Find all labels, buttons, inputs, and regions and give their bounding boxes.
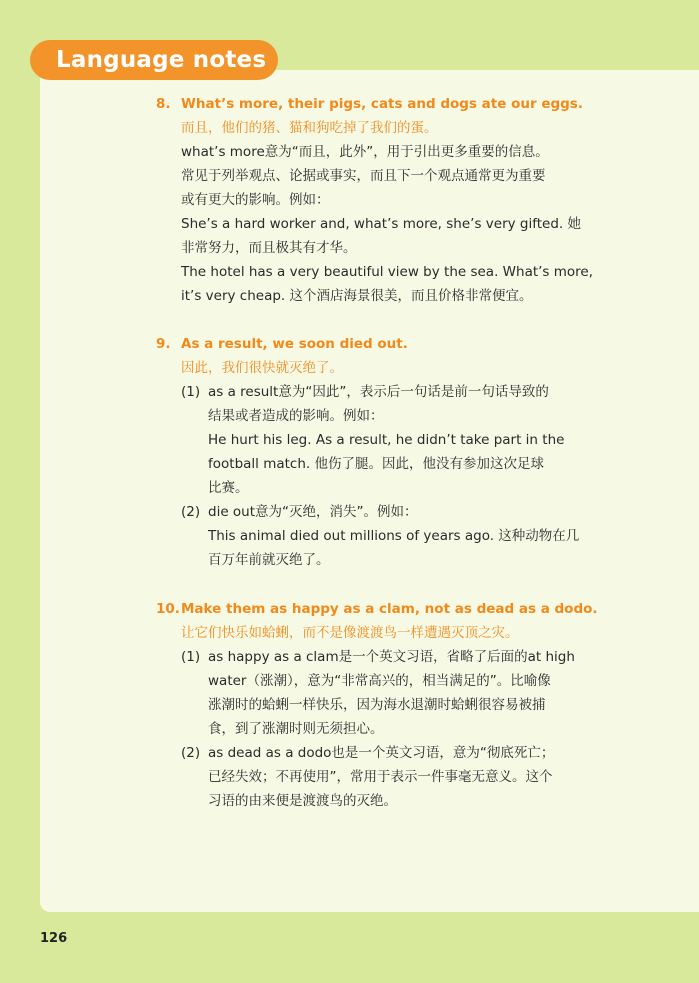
item-label: (1)	[181, 384, 201, 400]
note-text-line: 结果或者造成的影响。例如：	[208, 408, 384, 424]
note-text-line: as dead as a dodo也是一个英文习语，意为“彻底死亡；	[208, 745, 555, 761]
note-text-line: He hurt his leg. As a result, he didn’t take part in the	[208, 432, 565, 448]
note-text-line: 比赛。	[208, 480, 249, 496]
note-text-line: die out意为“灭绝，消失”。例如：	[208, 504, 418, 520]
note-text-line: it’s very cheap. 这个酒店海景很美，而且价格非常便宜。	[181, 288, 533, 304]
note-text-line: as a result意为“因此”，表示后一句话是前一句话导致的	[208, 384, 549, 400]
note-text-line: The hotel has a very beautiful view by the sea. What’s more,	[181, 264, 594, 280]
note-text-line: 已经失效；不再使用”，常用于表示一件事毫无意义。这个	[208, 769, 553, 785]
note-heading-cn: 而且，他们的猪、猫和狗吃掉了我们的蛋。	[181, 120, 438, 136]
note-heading-en: As a result, we soon died out.	[181, 336, 408, 352]
item-label: (1)	[181, 649, 201, 665]
note-text-line: 习语的由来便是渡渡鸟的灭绝。	[208, 793, 397, 809]
page-number: 126	[40, 931, 68, 946]
note-heading-en: What’s more, their pigs, cats and dogs ate our eggs.	[181, 96, 583, 112]
note-number: 9.	[156, 336, 171, 352]
note-text-line: as happy as a clam是一个英文习语，省略了后面的at high	[208, 649, 575, 665]
note-text-line: 常见于列举观点、论据或事实，而且下一个观点通常更为重要	[181, 168, 546, 184]
note-heading-en: Make them as happy as a clam, not as dead as a dodo.	[181, 601, 598, 617]
note-text-line: what’s more意为“而且，此外”，用于引出更多重要的信息。	[181, 144, 549, 160]
note-number: 10.	[156, 601, 180, 617]
note-text-line: 百万年前就灭绝了。	[208, 552, 330, 568]
note-text-line: water（涨潮），意为“非常高兴的，相当满足的”。比喻像	[208, 673, 551, 689]
section-title: Language notes	[30, 40, 278, 80]
note-text-line: 食，到了涨潮时则无须担心。	[208, 721, 384, 737]
note-text-line: 或有更大的影响。例如：	[181, 192, 330, 208]
note-text-line: 涨潮时的蛤蜊一样快乐，因为海水退潮时蛤蜊很容易被捕	[208, 697, 546, 713]
note-number: 8.	[156, 96, 171, 112]
item-label: (2)	[181, 745, 201, 761]
item-label: (2)	[181, 504, 201, 520]
note-text-line: football match. 他伤了腿。因此，他没有参加这次足球	[208, 456, 544, 472]
note-text-line: She’s a hard worker and, what’s more, she’s very gifted. 她	[181, 216, 581, 232]
note-text-line: 非常努力，而且极其有才华。	[181, 240, 357, 256]
note-text-line: This animal died out millions of years ago. 这种动物在几	[208, 528, 580, 544]
note-heading-cn: 因此，我们很快就灭绝了。	[181, 360, 343, 376]
note-heading-cn: 让它们快乐如蛤蜊，而不是像渡渡鸟一样遭遇灭顶之灾。	[181, 625, 519, 641]
